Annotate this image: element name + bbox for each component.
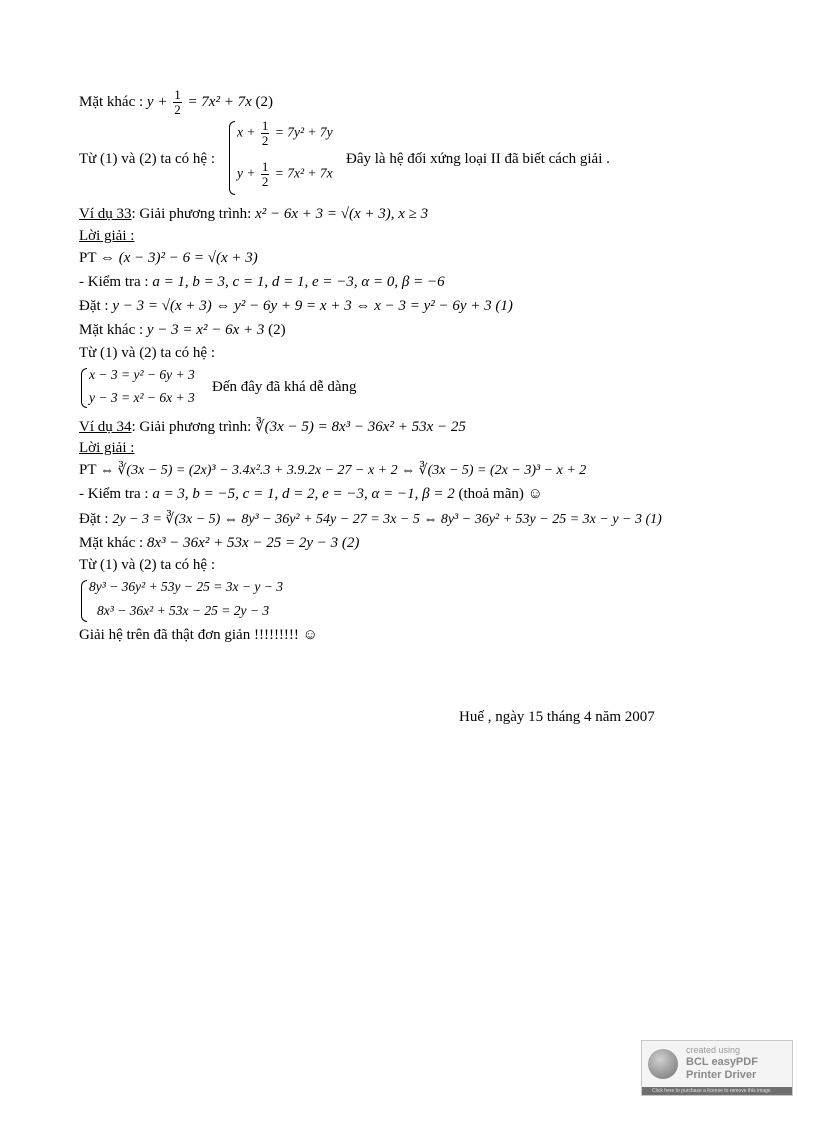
- fraction-half: [261, 160, 270, 189]
- line-comment-easy: Đến đây đã khá dễ dàng: [212, 379, 357, 395]
- line-pt-1: [79, 249, 258, 267]
- line-dat-1: [79, 297, 513, 315]
- example-title: Ví dụ 33: [79, 206, 132, 222]
- line-he-intro-3: Từ (1) và (2) ta có hệ :: [79, 557, 215, 573]
- badge-purchase-bar[interactable]: Click here to purchase a license to remove this image: [642, 1087, 792, 1095]
- badge-line-1: created using: [686, 1045, 741, 1055]
- signature-date: Huế , ngày 15 tháng 4 năm 2007: [459, 709, 655, 725]
- example-34-heading: [79, 418, 466, 436]
- line-kiem-tra-1: [79, 273, 445, 291]
- solution-heading-1: Lời giải :: [79, 228, 135, 244]
- system-c-row-2: 8x³ − 36x² + 53x − 25 = 2y − 3: [97, 603, 270, 618]
- text: Mặt khác :: [79, 93, 144, 110]
- text: Đặt :: [79, 511, 109, 527]
- fraction-half: [173, 88, 182, 117]
- line-he-intro-2: Từ (1) và (2) ta có hệ :: [79, 345, 215, 361]
- text: (2): [255, 93, 273, 110]
- math: ⇔ ∛(3x − 5) = (2x)³ − 3.4x².3 + 3.9.2x − 27 − x + 2 ⇔ ∛(3x − 5) = (2x − 3)³ − x + 2: [99, 463, 587, 478]
- math: ⇔ (x − 3)² − 6 = √(x + 3): [99, 250, 258, 266]
- line-mat-khac-1: [79, 88, 273, 117]
- text: Mặt khác :: [79, 322, 144, 338]
- system-b-row-2: y − 3 = x² − 6x + 3: [89, 390, 195, 405]
- fraction-half: [261, 119, 270, 148]
- text: - Kiểm tra :: [79, 274, 149, 290]
- math: y − 3 = √(x + 3) ⇔ y² − 6y + 9 = x + 3 ⇔ x − 3 = y² − 6y + 3 (1): [112, 298, 513, 314]
- fraction-denominator: 2: [174, 102, 181, 117]
- system-b-row-1: x − 3 = y² − 6y + 3: [89, 367, 195, 382]
- fraction-numerator: 1: [261, 118, 269, 133]
- printer-logo-icon: [648, 1049, 678, 1079]
- math: 8x³ − 36x² + 53x − 25 = 2y − 3 (2): [146, 535, 360, 551]
- brace: [81, 368, 87, 408]
- system-a-row-2: [237, 160, 333, 189]
- math: = 7x² + 7x: [187, 93, 252, 110]
- text: : Giải phương trình:: [131, 419, 252, 435]
- math: ∛(3x − 5) = 8x³ − 36x² + 53x − 25: [255, 419, 466, 435]
- system-a-row-1: [237, 119, 333, 148]
- brace: [229, 121, 235, 195]
- fraction-denominator: 2: [261, 133, 269, 148]
- line-mat-khac-3: [79, 534, 359, 552]
- math: x² − 6x + 3 = √(x + 3), x ≥ 3: [255, 206, 429, 222]
- math: = 7x² + 7x: [274, 165, 333, 181]
- line-kiem-tra-2: [79, 485, 543, 503]
- text: : Giải phương trình:: [131, 206, 252, 222]
- math: x +: [237, 124, 256, 140]
- text: - Kiểm tra :: [79, 486, 149, 502]
- line-he-intro: Từ (1) và (2) ta có hệ :: [79, 151, 215, 167]
- line-final: Giải hệ trên đã thật đơn giản !!!!!!!!! ☺: [79, 627, 318, 643]
- solution-heading-2: Lời giải :: [79, 440, 135, 456]
- math: 2y − 3 = ∛(3x − 5) ⇔ 8y³ − 36y² + 54y − 27 = 3x − 5 ⇔ 8y³ − 36y² + 53y − 25 = 3x − y − 3 (1): [112, 512, 662, 527]
- fraction-numerator: 1: [174, 87, 181, 102]
- badge-line-2: BCL easyPDF: [686, 1056, 758, 1068]
- text: PT: [79, 462, 97, 478]
- math: a = 1, b = 3, c = 1, d = 1, e = −3, α = 0, β = −6: [152, 274, 445, 290]
- example-title: Ví dụ 34: [79, 419, 132, 435]
- fraction-denominator: 2: [261, 174, 269, 189]
- math: a = 3, b = −5, c = 1, d = 2, e = −3, α = −1, β = 2: [152, 486, 455, 502]
- brace: [81, 580, 87, 622]
- pdf-creator-badge[interactable]: [641, 1040, 793, 1096]
- line-pt-2: [79, 461, 586, 480]
- math: = 7y² + 7y: [274, 124, 333, 140]
- line-dat-2: [79, 510, 662, 529]
- math: y − 3 = x² − 6x + 3: [146, 322, 265, 338]
- system-c-row-1: 8y³ − 36y² + 53y − 25 = 3x − y − 3: [89, 579, 283, 594]
- text: PT: [79, 250, 97, 266]
- math: y +: [237, 165, 256, 181]
- text: Đặt :: [79, 298, 109, 314]
- text: (thoả mãn) ☺: [458, 486, 543, 502]
- text: (2): [268, 322, 286, 338]
- text: Mặt khác :: [79, 535, 144, 551]
- example-33-heading: [79, 205, 428, 223]
- line-he-comment: Đây là hệ đối xứng loại II đã biết cách giải .: [346, 151, 610, 167]
- line-mat-khac-2: [79, 321, 286, 339]
- badge-line-3: Printer Driver: [686, 1069, 757, 1081]
- fraction-numerator: 1: [261, 159, 269, 174]
- math: y +: [146, 93, 168, 110]
